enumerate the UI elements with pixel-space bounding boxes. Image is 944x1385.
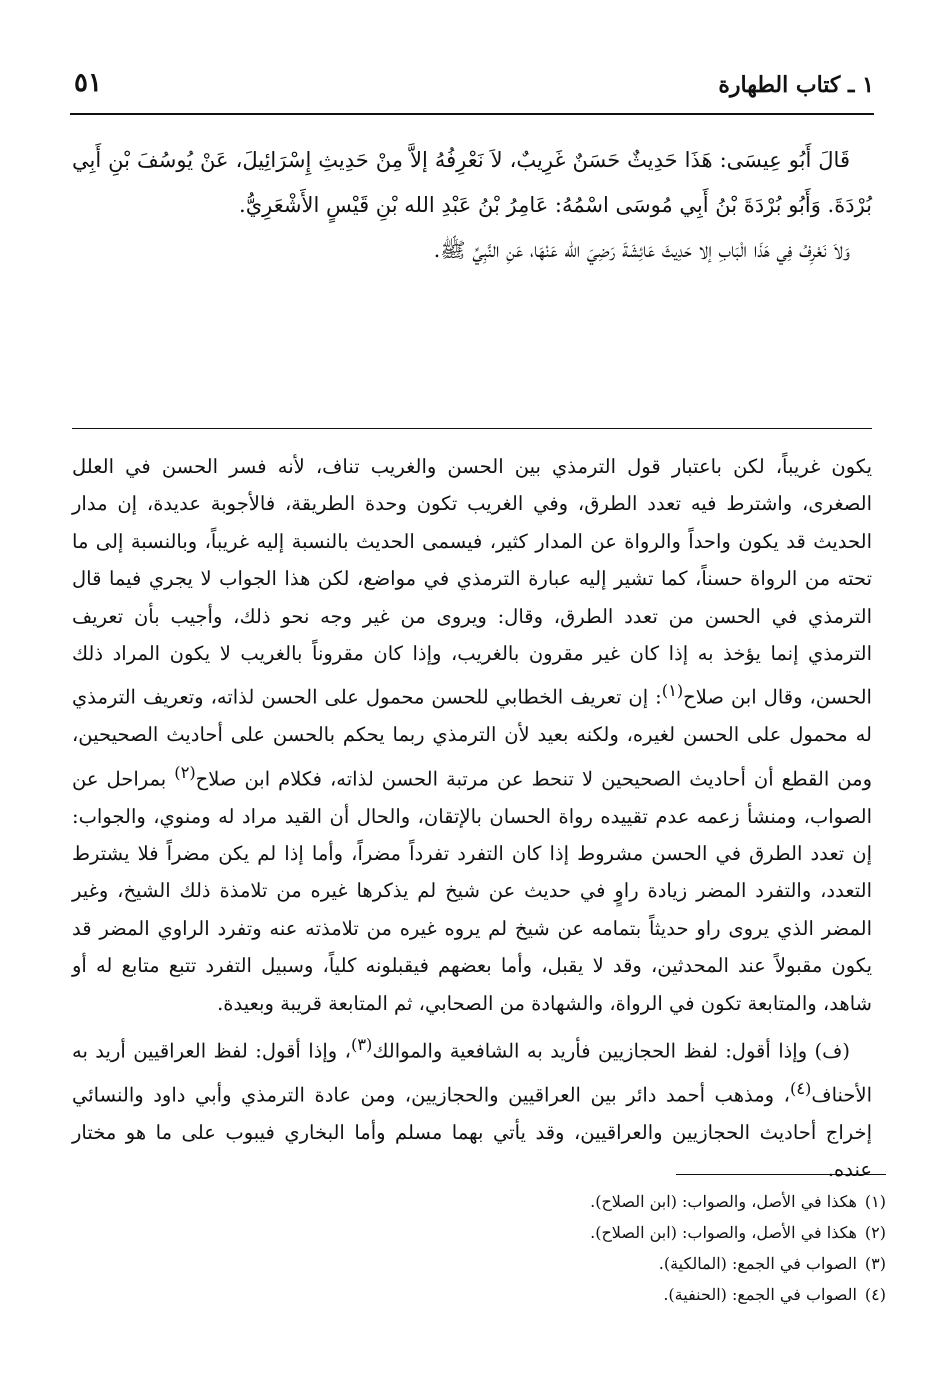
chapter-title: ١ ـ كتاب الطهارة — [718, 72, 874, 98]
commentary-text-segment: (ف) وإذا أقول: لفظ الحجازيين فأريد به الشافعية والموالك — [372, 1039, 850, 1063]
commentary-text-segment: يكون غريباً، لكن باعتبار قول الترمذي بين الحسن والغريب تناف، لأنه فسر الحسن في العلل الصغرى، واشترط فيه تعدد الطرق، وفي الغريب تكون وحدة الطريقة، فالأجوبة عديدة، إن مدار الحديث قد يكون واحداً والرواة عن المدار كثير، فيسمى الحديث بالنسبة إليه غريباً، وبالنسبة إلى ما تحته من الرواة حسناً، كما تشير إليه عبارة الترمذي في مواضع، لكن هذا الجواب لا يجري فيما قال الترمذي في الحسن من تعدد الطرق، وقال: ويروى من غير وجه نحو ذلك، وأجيب بأن تعريف الترمذي إنما يؤخذ به إذا كان غير مقرون بالغريب، وإذا كان مقروناً بالغريب لا يكون المراد ذلك الحسن، وقال ابن صلاح — [72, 455, 872, 709]
page-number: ٥١ — [74, 68, 102, 98]
commentary-text-segment: ، وإذا أقول: لفظ العراقيين أريد به الأحناف — [72, 1039, 872, 1107]
footnote-number: (٢) — [864, 1223, 886, 1242]
header-rule — [70, 113, 874, 115]
footnote-ref[interactable]: (١) — [661, 681, 684, 701]
footnote — [486, 1279, 886, 1310]
commentary-paragraph — [72, 448, 872, 1022]
footnote — [486, 1248, 886, 1279]
commentary-paragraph — [72, 1026, 872, 1189]
footnote-ref[interactable]: (٢) — [174, 762, 196, 782]
footnote-text: الصواب في الجمع: (الحنفية). — [663, 1285, 857, 1304]
footnote-number: (٤) — [864, 1285, 886, 1304]
hadith-text — [72, 138, 872, 273]
footnote-text: الصواب في الجمع: (المالكية). — [658, 1254, 857, 1273]
commentary-text-segment: ، ومذهب أحمد دائر بين العراقيين والحجازيين، ومن عادة الترمذي وأبي داود والنسائي إخراج أحاديث الحجازيين والعراقيين، وقد يأتي بهما مسلم وأما البخاري فيبوب على ما هو مختار عنده. — [72, 1083, 872, 1182]
footnote — [486, 1217, 886, 1248]
footnote-text: هكذا في الأصل، والصواب: (ابن الصلاح). — [590, 1223, 857, 1242]
commentary-text — [72, 448, 872, 1189]
footnotes — [486, 1186, 886, 1310]
footnote-text: هكذا في الأصل، والصواب: (ابن الصلاح). — [590, 1192, 857, 1211]
commentary-text-segment: : إن تعريف الخطابي للحسن محمول على الحسن لذاته، وتعريف الترمذي له محمول على الحسن لغيره، ولكنه بعيد لأن الترمذي ربما يحكم بالحسن على أحاديث الصحيحين، ومن القطع أن أحاديث الصحيحين لا تنحط عن مرتبة الحسن لذاته، فكلام ابن صلاح — [72, 685, 872, 791]
footnote-divider — [676, 1174, 886, 1175]
footnote-number: (٣) — [864, 1254, 886, 1273]
hadith-paragraph: قَالَ أَبُو عِيسَى: هَذَا حَدِيثٌ حَسَنٌ غَرِيبٌ، لاَ نَعْرِفُهُ إلاَّ مِنْ حَدِيثِ إِسْرَائِيلَ، عَنْ يُوسُفَ بْنِ أَبِي بُرْدَةَ. وَأَبُو بُرْدَةَ بْنُ أَبِي مُوسَى اسْمُهُ: عَامِرُ بْنُ عَبْدِ الله بْنِ قَيْسٍ الأَشْعَرِيُّ. — [72, 148, 872, 217]
footnote-number: (١) — [864, 1192, 886, 1211]
commentary-divider — [72, 428, 872, 429]
footnote-ref[interactable]: (٤) — [789, 1079, 812, 1098]
commentary-text-segment: بمراحل عن الصواب، ومنشأ زعمه عدم تقييده رواة الحسان بالإتقان، والحال أن القيد مراد له ومنوي، والجواب: إن تعدد الطرق في الحسن مشروط إذا كان التفرد تفرداً مضراً، وأما إذا لم يكن مضراً فلا يشترط التعدد، والتفرد المضر زيادة راوٍ في حديث عن شيخ لم يذكرها غيره من تلامذة ذلك الشيخ، وغير المضر الذي يروى راو حديثاً بتمامه عن شيخ لم يروه غيره من تلامذته عنه وتفرد الراوي المضر قد يكون مقبولاً عند المحدثين، وقد لا يقبل، وأما بعضهم فيقبلونه كلياً، وسبيل التفرد تتبع متابع له أو شاهد، والمتابعة تكون في الرواة، والشهادة من الصحابي، ثم المتابعة قريبة وبعيدة. — [72, 767, 872, 1015]
running-head — [70, 62, 874, 106]
footnote-ref[interactable]: (٣) — [350, 1035, 373, 1055]
hadith-paragraph: وَلاَ نَعْرِفُ فِي هَذَا الْبَابِ إلا حَدِيثَ عَائِشَةَ رَضِيَ الله عَنْهَا، عَنِ النَّبِيِّ ﷺ. — [433, 238, 850, 262]
footnote — [486, 1186, 886, 1217]
